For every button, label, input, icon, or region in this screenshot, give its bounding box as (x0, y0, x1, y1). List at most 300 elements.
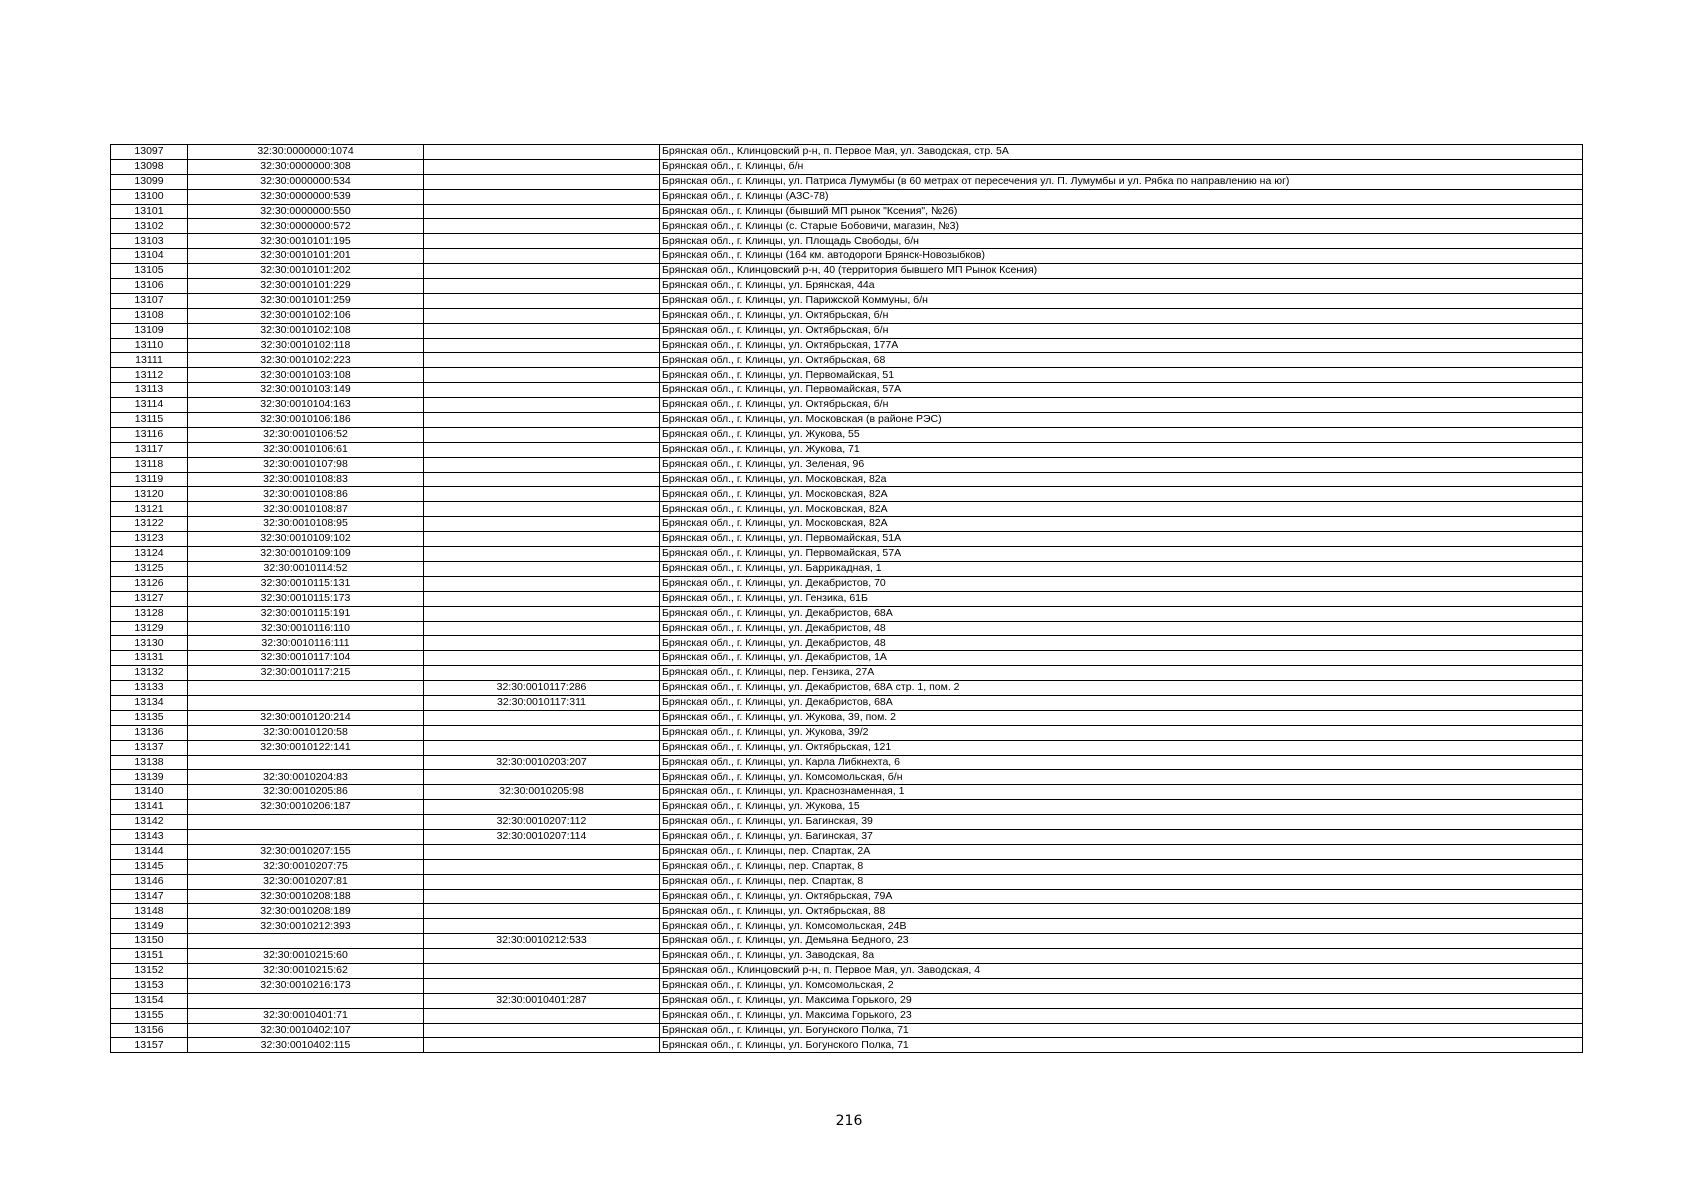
table-row (111, 234, 1583, 249)
row-number-cell: 13103 (111, 234, 188, 249)
linked-cadastral-number-cell (424, 413, 660, 428)
linked-cadastral-number-cell (424, 621, 660, 636)
cadastral-number-cell: 32:30:0010116:111 (188, 636, 424, 651)
cadastral-number-cell: 32:30:0000000:550 (188, 204, 424, 219)
row-number-cell: 13144 (111, 844, 188, 859)
row-number-cell: 13138 (111, 755, 188, 770)
cadastral-number-cell: 32:30:0010103:149 (188, 383, 424, 398)
table-row (111, 949, 1583, 964)
row-number-cell: 13137 (111, 740, 188, 755)
registry-table-body (111, 145, 1583, 1053)
linked-cadastral-number-cell (424, 547, 660, 562)
table-row (111, 204, 1583, 219)
cadastral-number-cell: 32:30:0000000:539 (188, 189, 424, 204)
row-number-cell: 13125 (111, 561, 188, 576)
linked-cadastral-number-cell: 32:30:0010207:114 (424, 829, 660, 844)
row-number-cell: 13097 (111, 145, 188, 160)
linked-cadastral-number-cell (424, 472, 660, 487)
address-cell: Брянская обл., г. Клинцы, ул. Декабристов, 1А (660, 651, 1583, 666)
row-number-cell: 13146 (111, 874, 188, 889)
table-row (111, 1023, 1583, 1038)
address-cell: Брянская обл., г. Клинцы, ул. Декабристов, 68А стр. 1, пом. 2 (660, 681, 1583, 696)
linked-cadastral-number-cell: 32:30:0010203:207 (424, 755, 660, 770)
table-row (111, 517, 1583, 532)
row-number-cell: 13155 (111, 1008, 188, 1023)
linked-cadastral-number-cell (424, 1023, 660, 1038)
cadastral-number-cell: 32:30:0010102:118 (188, 338, 424, 353)
row-number-cell: 13149 (111, 919, 188, 934)
address-cell: Брянская обл., г. Клинцы, ул. Баррикадная, 1 (660, 561, 1583, 576)
row-number-cell: 13139 (111, 770, 188, 785)
row-number-cell: 13122 (111, 517, 188, 532)
row-number-cell: 13098 (111, 159, 188, 174)
table-row (111, 368, 1583, 383)
address-cell: Брянская обл., г. Клинцы, ул. Первомайская, 57А (660, 547, 1583, 562)
table-row (111, 249, 1583, 264)
table-row (111, 591, 1583, 606)
table-row (111, 472, 1583, 487)
linked-cadastral-number-cell (424, 606, 660, 621)
linked-cadastral-number-cell (424, 383, 660, 398)
address-cell: Брянская обл., г. Клинцы, ул. Декабристов, 48 (660, 621, 1583, 636)
cadastral-number-cell: 32:30:0010212:393 (188, 919, 424, 934)
row-number-cell: 13133 (111, 681, 188, 696)
row-number-cell: 13147 (111, 889, 188, 904)
linked-cadastral-number-cell (424, 338, 660, 353)
linked-cadastral-number-cell: 32:30:0010117:311 (424, 695, 660, 710)
registry-table (110, 144, 1583, 1053)
table-row (111, 963, 1583, 978)
row-number-cell: 13131 (111, 651, 188, 666)
linked-cadastral-number-cell (424, 651, 660, 666)
row-number-cell: 13129 (111, 621, 188, 636)
linked-cadastral-number-cell (424, 145, 660, 160)
table-row (111, 442, 1583, 457)
linked-cadastral-number-cell (424, 666, 660, 681)
table-row (111, 189, 1583, 204)
cadastral-number-cell (188, 681, 424, 696)
row-number-cell: 13152 (111, 963, 188, 978)
row-number-cell: 13128 (111, 606, 188, 621)
row-number-cell: 13104 (111, 249, 188, 264)
cadastral-number-cell: 32:30:0010115:191 (188, 606, 424, 621)
table-row (111, 725, 1583, 740)
cadastral-number-cell: 32:30:0010207:81 (188, 874, 424, 889)
cadastral-number-cell: 32:30:0010108:95 (188, 517, 424, 532)
row-number-cell: 13154 (111, 993, 188, 1008)
row-number-cell: 13127 (111, 591, 188, 606)
row-number-cell: 13108 (111, 308, 188, 323)
linked-cadastral-number-cell (424, 978, 660, 993)
address-cell: Брянская обл., г. Клинцы, ул. Комсомольская, 2 (660, 978, 1583, 993)
address-cell: Брянская обл., г. Клинцы, ул. Октябрьская, б/н (660, 308, 1583, 323)
row-number-cell: 13153 (111, 978, 188, 993)
cadastral-number-cell: 32:30:0010115:131 (188, 576, 424, 591)
row-number-cell: 13145 (111, 859, 188, 874)
linked-cadastral-number-cell (424, 457, 660, 472)
row-number-cell: 13151 (111, 949, 188, 964)
linked-cadastral-number-cell (424, 561, 660, 576)
address-cell: Брянская обл., г. Клинцы, ул. Октябрьская, б/н (660, 398, 1583, 413)
address-cell: Брянская обл., г. Клинцы, ул. Багинская, 37 (660, 829, 1583, 844)
linked-cadastral-number-cell (424, 353, 660, 368)
cadastral-number-cell: 32:30:0010114:52 (188, 561, 424, 576)
address-cell: Брянская обл., г. Клинцы, ул. Октябрьская, 121 (660, 740, 1583, 755)
table-row (111, 576, 1583, 591)
address-cell: Брянская обл., г. Клинцы, ул. Карла Либкнехта, 6 (660, 755, 1583, 770)
linked-cadastral-number-cell (424, 844, 660, 859)
row-number-cell: 13123 (111, 532, 188, 547)
row-number-cell: 13115 (111, 413, 188, 428)
cadastral-number-cell: 32:30:0010115:173 (188, 591, 424, 606)
linked-cadastral-number-cell (424, 487, 660, 502)
linked-cadastral-number-cell: 32:30:0010212:533 (424, 934, 660, 949)
linked-cadastral-number-cell: 32:30:0010205:98 (424, 785, 660, 800)
address-cell: Брянская обл., г. Клинцы, ул. Первомайская, 51А (660, 532, 1583, 547)
row-number-cell: 13142 (111, 815, 188, 830)
table-row (111, 487, 1583, 502)
linked-cadastral-number-cell (424, 159, 660, 174)
cadastral-number-cell: 32:30:0010116:110 (188, 621, 424, 636)
cadastral-number-cell: 32:30:0010106:61 (188, 442, 424, 457)
cadastral-number-cell (188, 829, 424, 844)
linked-cadastral-number-cell (424, 874, 660, 889)
cadastral-number-cell: 32:30:0010107:98 (188, 457, 424, 472)
table-row (111, 844, 1583, 859)
cadastral-number-cell: 32:30:0010106:186 (188, 413, 424, 428)
address-cell: Брянская обл., Клинцовский р-н, п. Первое Мая, ул. Заводская, 4 (660, 963, 1583, 978)
cadastral-number-cell: 32:30:0010207:155 (188, 844, 424, 859)
row-number-cell: 13105 (111, 264, 188, 279)
address-cell: Брянская обл., Клинцовский р-н, п. Первое Мая, ул. Заводская, стр. 5А (660, 145, 1583, 160)
cadastral-number-cell (188, 934, 424, 949)
row-number-cell: 13113 (111, 383, 188, 398)
table-row (111, 606, 1583, 621)
row-number-cell: 13134 (111, 695, 188, 710)
cadastral-number-cell: 32:30:0010206:187 (188, 800, 424, 815)
address-cell: Брянская обл., г. Клинцы, пер. Спартак, 8 (660, 874, 1583, 889)
cadastral-number-cell: 32:30:0010108:86 (188, 487, 424, 502)
address-cell: Брянская обл., г. Клинцы, ул. Октябрьская, 68 (660, 353, 1583, 368)
address-cell: Брянская обл., г. Клинцы, ул. Богунского Полка, 71 (660, 1038, 1583, 1053)
table-row (111, 904, 1583, 919)
table-row (111, 755, 1583, 770)
cadastral-number-cell: 32:30:0010104:163 (188, 398, 424, 413)
table-row (111, 666, 1583, 681)
address-cell: Брянская обл., г. Клинцы, ул. Октябрьская, б/н (660, 323, 1583, 338)
row-number-cell: 13143 (111, 829, 188, 844)
linked-cadastral-number-cell (424, 293, 660, 308)
table-row (111, 651, 1583, 666)
table-row (111, 398, 1583, 413)
address-cell: Брянская обл., г. Клинцы, ул. Московская, 82А (660, 517, 1583, 532)
linked-cadastral-number-cell (424, 398, 660, 413)
address-cell: Брянская обл., г. Клинцы, ул. Заводская, 8а (660, 949, 1583, 964)
address-cell: Брянская обл., г. Клинцы, ул. Брянская, 44а (660, 279, 1583, 294)
cadastral-number-cell: 32:30:0010109:109 (188, 547, 424, 562)
linked-cadastral-number-cell (424, 636, 660, 651)
table-row (111, 174, 1583, 189)
table-row (111, 740, 1583, 755)
linked-cadastral-number-cell (424, 591, 660, 606)
linked-cadastral-number-cell (424, 189, 660, 204)
linked-cadastral-number-cell (424, 904, 660, 919)
row-number-cell: 13114 (111, 398, 188, 413)
row-number-cell: 13112 (111, 368, 188, 383)
row-number-cell: 13136 (111, 725, 188, 740)
table-row (111, 919, 1583, 934)
table-row (111, 293, 1583, 308)
address-cell: Брянская обл., г. Клинцы, пер. Спартак, 8 (660, 859, 1583, 874)
address-cell: Брянская обл., г. Клинцы, б/н (660, 159, 1583, 174)
linked-cadastral-number-cell (424, 279, 660, 294)
cadastral-number-cell: 32:30:0010101:195 (188, 234, 424, 249)
cadastral-number-cell: 32:30:0010208:189 (188, 904, 424, 919)
address-cell: Брянская обл., г. Клинцы, ул. Багинская, 39 (660, 815, 1583, 830)
linked-cadastral-number-cell (424, 442, 660, 457)
cadastral-number-cell: 32:30:0010205:86 (188, 785, 424, 800)
linked-cadastral-number-cell: 32:30:0010401:287 (424, 993, 660, 1008)
row-number-cell: 13156 (111, 1023, 188, 1038)
row-number-cell: 13121 (111, 502, 188, 517)
address-cell: Брянская обл., г. Клинцы, ул. Московская, 82А (660, 502, 1583, 517)
linked-cadastral-number-cell (424, 204, 660, 219)
address-cell: Брянская обл., г. Клинцы, ул. Октябрьская, 79А (660, 889, 1583, 904)
cadastral-number-cell: 32:30:0010102:106 (188, 308, 424, 323)
row-number-cell: 13099 (111, 174, 188, 189)
cadastral-number-cell: 32:30:0010108:87 (188, 502, 424, 517)
cadastral-number-cell (188, 695, 424, 710)
table-row (111, 621, 1583, 636)
cadastral-number-cell: 32:30:0010101:229 (188, 279, 424, 294)
address-cell: Брянская обл., г. Клинцы, ул. Первомайская, 57А (660, 383, 1583, 398)
linked-cadastral-number-cell (424, 770, 660, 785)
address-cell: Брянская обл., г. Клинцы, ул. Краснознаменная, 1 (660, 785, 1583, 800)
table-row (111, 889, 1583, 904)
table-row (111, 383, 1583, 398)
cadastral-number-cell: 32:30:0010109:102 (188, 532, 424, 547)
cadastral-number-cell: 32:30:0000000:1074 (188, 145, 424, 160)
table-row (111, 695, 1583, 710)
address-cell: Брянская обл., г. Клинцы, ул. Комсомольская, б/н (660, 770, 1583, 785)
table-row (111, 859, 1583, 874)
row-number-cell: 13117 (111, 442, 188, 457)
address-cell: Брянская обл., г. Клинцы, ул. Октябрьская, 88 (660, 904, 1583, 919)
linked-cadastral-number-cell: 32:30:0010207:112 (424, 815, 660, 830)
address-cell: Брянская обл., г. Клинцы, ул. Богунского Полка, 71 (660, 1023, 1583, 1038)
linked-cadastral-number-cell (424, 517, 660, 532)
address-cell: Брянская обл., г. Клинцы, ул. Жукова, 39/2 (660, 725, 1583, 740)
table-row (111, 934, 1583, 949)
cadastral-number-cell: 32:30:0010106:52 (188, 427, 424, 442)
cadastral-number-cell: 32:30:0010208:188 (188, 889, 424, 904)
table-row (111, 710, 1583, 725)
table-row (111, 681, 1583, 696)
cadastral-number-cell: 32:30:0010101:202 (188, 264, 424, 279)
cadastral-number-cell (188, 755, 424, 770)
row-number-cell: 13141 (111, 800, 188, 815)
row-number-cell: 13101 (111, 204, 188, 219)
linked-cadastral-number-cell (424, 368, 660, 383)
row-number-cell: 13116 (111, 427, 188, 442)
address-cell: Брянская обл., г. Клинцы, ул. Демьяна Бедного, 23 (660, 934, 1583, 949)
address-cell: Брянская обл., г. Клинцы, ул. Декабристов, 68А (660, 606, 1583, 621)
row-number-cell: 13126 (111, 576, 188, 591)
table-row (111, 279, 1583, 294)
table-row (111, 770, 1583, 785)
linked-cadastral-number-cell (424, 174, 660, 189)
linked-cadastral-number-cell (424, 576, 660, 591)
address-cell: Брянская обл., г. Клинцы (бывший МП рынок "Ксения", №26) (660, 204, 1583, 219)
address-cell: Брянская обл., г. Клинцы, ул. Максима Горького, 29 (660, 993, 1583, 1008)
linked-cadastral-number-cell (424, 919, 660, 934)
address-cell: Брянская обл., г. Клинцы (с. Старые Бобовичи, магазин, №3) (660, 219, 1583, 234)
linked-cadastral-number-cell (424, 249, 660, 264)
cadastral-number-cell: 32:30:0000000:572 (188, 219, 424, 234)
linked-cadastral-number-cell (424, 949, 660, 964)
table-row (111, 547, 1583, 562)
address-cell: Брянская обл., г. Клинцы, пер. Гензика, 27А (660, 666, 1583, 681)
table-row (111, 308, 1583, 323)
address-cell: Брянская обл., г. Клинцы, ул. Жукова, 15 (660, 800, 1583, 815)
page-number: 216 (835, 1113, 863, 1129)
cadastral-number-cell: 32:30:0010204:83 (188, 770, 424, 785)
address-cell: Брянская обл., г. Клинцы (164 км. автодороги Брянск-Новозыбков) (660, 249, 1583, 264)
row-number-cell: 13102 (111, 219, 188, 234)
table-row (111, 993, 1583, 1008)
cadastral-number-cell: 32:30:0000000:534 (188, 174, 424, 189)
linked-cadastral-number-cell (424, 889, 660, 904)
cadastral-number-cell: 32:30:0010117:215 (188, 666, 424, 681)
cadastral-number-cell: 32:30:0010215:62 (188, 963, 424, 978)
cadastral-number-cell: 32:30:0010108:83 (188, 472, 424, 487)
cadastral-number-cell: 32:30:0010120:214 (188, 710, 424, 725)
table-row (111, 800, 1583, 815)
address-cell: Брянская обл., г. Клинцы, ул. Гензика, 61Б (660, 591, 1583, 606)
linked-cadastral-number-cell (424, 427, 660, 442)
table-row (111, 978, 1583, 993)
linked-cadastral-number-cell (424, 859, 660, 874)
cadastral-number-cell: 32:30:0010215:60 (188, 949, 424, 964)
linked-cadastral-number-cell (424, 710, 660, 725)
row-number-cell: 13110 (111, 338, 188, 353)
cadastral-number-cell: 32:30:0000000:308 (188, 159, 424, 174)
cadastral-number-cell: 32:30:0010103:108 (188, 368, 424, 383)
table-row (111, 829, 1583, 844)
linked-cadastral-number-cell: 32:30:0010117:286 (424, 681, 660, 696)
linked-cadastral-number-cell (424, 963, 660, 978)
address-cell: Брянская обл., г. Клинцы, ул. Декабристов, 68А (660, 695, 1583, 710)
row-number-cell: 13124 (111, 547, 188, 562)
linked-cadastral-number-cell (424, 1008, 660, 1023)
table-row (111, 413, 1583, 428)
table-row (111, 219, 1583, 234)
cadastral-number-cell: 32:30:0010102:108 (188, 323, 424, 338)
row-number-cell: 13130 (111, 636, 188, 651)
address-cell: Брянская обл., г. Клинцы, ул. Московская (в районе РЭС) (660, 413, 1583, 428)
address-cell: Брянская обл., г. Клинцы, ул. Декабристов, 48 (660, 636, 1583, 651)
table-row (111, 502, 1583, 517)
linked-cadastral-number-cell (424, 502, 660, 517)
cadastral-number-cell (188, 993, 424, 1008)
table-row (111, 874, 1583, 889)
row-number-cell: 13148 (111, 904, 188, 919)
row-number-cell: 13150 (111, 934, 188, 949)
table-row (111, 1008, 1583, 1023)
cadastral-number-cell (188, 815, 424, 830)
cadastral-number-cell: 32:30:0010216:173 (188, 978, 424, 993)
table-row (111, 457, 1583, 472)
table-row (111, 1038, 1583, 1053)
address-cell: Брянская обл., г. Клинцы, ул. Парижской Коммуны, б/н (660, 293, 1583, 308)
cadastral-number-cell: 32:30:0010102:223 (188, 353, 424, 368)
cadastral-number-cell: 32:30:0010207:75 (188, 859, 424, 874)
row-number-cell: 13140 (111, 785, 188, 800)
address-cell: Брянская обл., г. Клинцы, ул. Жукова, 39, пом. 2 (660, 710, 1583, 725)
table-row (111, 264, 1583, 279)
linked-cadastral-number-cell (424, 800, 660, 815)
linked-cadastral-number-cell (424, 532, 660, 547)
linked-cadastral-number-cell (424, 740, 660, 755)
table-row (111, 561, 1583, 576)
address-cell: Брянская обл., г. Клинцы, ул. Первомайская, 51 (660, 368, 1583, 383)
linked-cadastral-number-cell (424, 234, 660, 249)
table-row (111, 427, 1583, 442)
row-number-cell: 13118 (111, 457, 188, 472)
address-cell: Брянская обл., г. Клинцы, ул. Декабристов, 70 (660, 576, 1583, 591)
row-number-cell: 13109 (111, 323, 188, 338)
table-row (111, 636, 1583, 651)
row-number-cell: 13119 (111, 472, 188, 487)
table-row (111, 338, 1583, 353)
linked-cadastral-number-cell (424, 1038, 660, 1053)
cadastral-number-cell: 32:30:0010101:201 (188, 249, 424, 264)
address-cell: Брянская обл., г. Клинцы (АЗС-78) (660, 189, 1583, 204)
linked-cadastral-number-cell (424, 264, 660, 279)
address-cell: Брянская обл., Клинцовский р-н, 40 (территория бывшего МП Рынок Ксения) (660, 264, 1583, 279)
address-cell: Брянская обл., г. Клинцы, ул. Жукова, 55 (660, 427, 1583, 442)
table-row (111, 815, 1583, 830)
cadastral-number-cell: 32:30:0010401:71 (188, 1008, 424, 1023)
row-number-cell: 13100 (111, 189, 188, 204)
cadastral-number-cell: 32:30:0010402:107 (188, 1023, 424, 1038)
cadastral-number-cell: 32:30:0010117:104 (188, 651, 424, 666)
row-number-cell: 13132 (111, 666, 188, 681)
address-cell: Брянская обл., г. Клинцы, ул. Максима Горького, 23 (660, 1008, 1583, 1023)
table-row (111, 353, 1583, 368)
row-number-cell: 13135 (111, 710, 188, 725)
table-row (111, 785, 1583, 800)
cadastral-number-cell: 32:30:0010402:115 (188, 1038, 424, 1053)
table-row (111, 159, 1583, 174)
address-cell: Брянская обл., г. Клинцы, ул. Московская, 82А (660, 487, 1583, 502)
address-cell: Брянская обл., г. Клинцы, ул. Октябрьская, 177А (660, 338, 1583, 353)
table-row (111, 145, 1583, 160)
table-row (111, 532, 1583, 547)
row-number-cell: 13107 (111, 293, 188, 308)
linked-cadastral-number-cell (424, 308, 660, 323)
cadastral-number-cell: 32:30:0010101:259 (188, 293, 424, 308)
row-number-cell: 13111 (111, 353, 188, 368)
linked-cadastral-number-cell (424, 219, 660, 234)
address-cell: Брянская обл., г. Клинцы, ул. Патриса Лумумбы (в 60 метрах от пересечения ул. П. Лумумбы и ул. Рябка по направлению на юг) (660, 174, 1583, 189)
row-number-cell: 13157 (111, 1038, 188, 1053)
address-cell: Брянская обл., г. Клинцы, ул. Площадь Свободы, б/н (660, 234, 1583, 249)
address-cell: Брянская обл., г. Клинцы, ул. Комсомольская, 24В (660, 919, 1583, 934)
address-cell: Брянская обл., г. Клинцы, ул. Московская, 82а (660, 472, 1583, 487)
cadastral-number-cell: 32:30:0010122:141 (188, 740, 424, 755)
row-number-cell: 13106 (111, 279, 188, 294)
